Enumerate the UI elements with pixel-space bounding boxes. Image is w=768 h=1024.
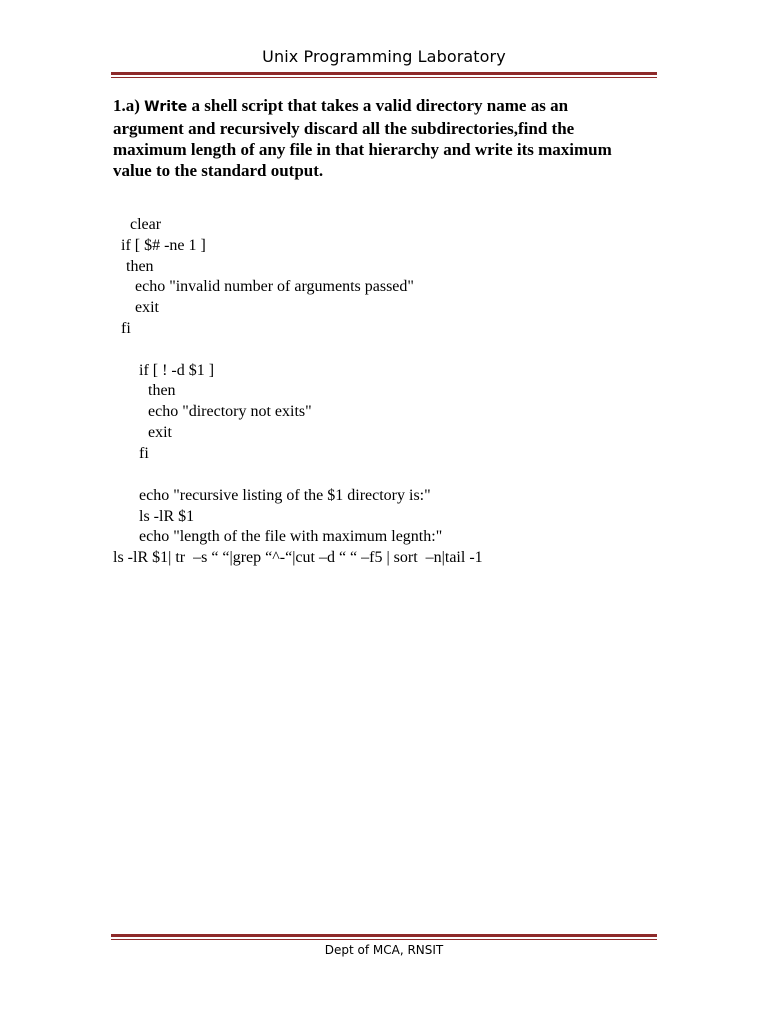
- code-line: exit: [135, 299, 159, 316]
- code-line: if [ $# -ne 1 ]: [121, 237, 206, 254]
- code-line: echo "length of the file with maximum legnth:": [139, 528, 443, 545]
- question-text: [113, 95, 643, 181]
- question-number: 1.a): [113, 96, 145, 115]
- code-line: fi: [121, 320, 131, 337]
- code-line: exit: [148, 424, 172, 441]
- code-line: echo "recursive listing of the $1 directory is:": [139, 487, 431, 504]
- question-lead-word: Write: [144, 99, 188, 115]
- page-header-title: Unix Programming Laboratory: [262, 47, 506, 66]
- code-line: fi: [139, 445, 149, 462]
- question-body: a shell script that takes a valid directory name as an argument and recursively discard all the subdirectories,find the maximum length of any file in that hierarchy and write its maximum value to the standard output.: [113, 96, 612, 180]
- page-footer-text: Dept of MCA, RNSIT: [324, 943, 444, 957]
- code-line: ls -lR $1: [139, 508, 195, 525]
- code-line: then: [126, 258, 154, 275]
- code-line: clear: [130, 216, 162, 233]
- code-line: echo "invalid number of arguments passed": [135, 278, 414, 295]
- code-line: echo "directory not exits": [148, 403, 312, 420]
- code-line: if [ ! -d $1 ]: [139, 362, 215, 379]
- footer-divider: [111, 934, 657, 940]
- code-line: then: [148, 382, 176, 399]
- code-line: ls -lR $1| tr –s “ “|grep “^-“|cut –d “ “ –f5 | sort –n|tail -1: [113, 549, 483, 566]
- header-divider: [111, 72, 657, 78]
